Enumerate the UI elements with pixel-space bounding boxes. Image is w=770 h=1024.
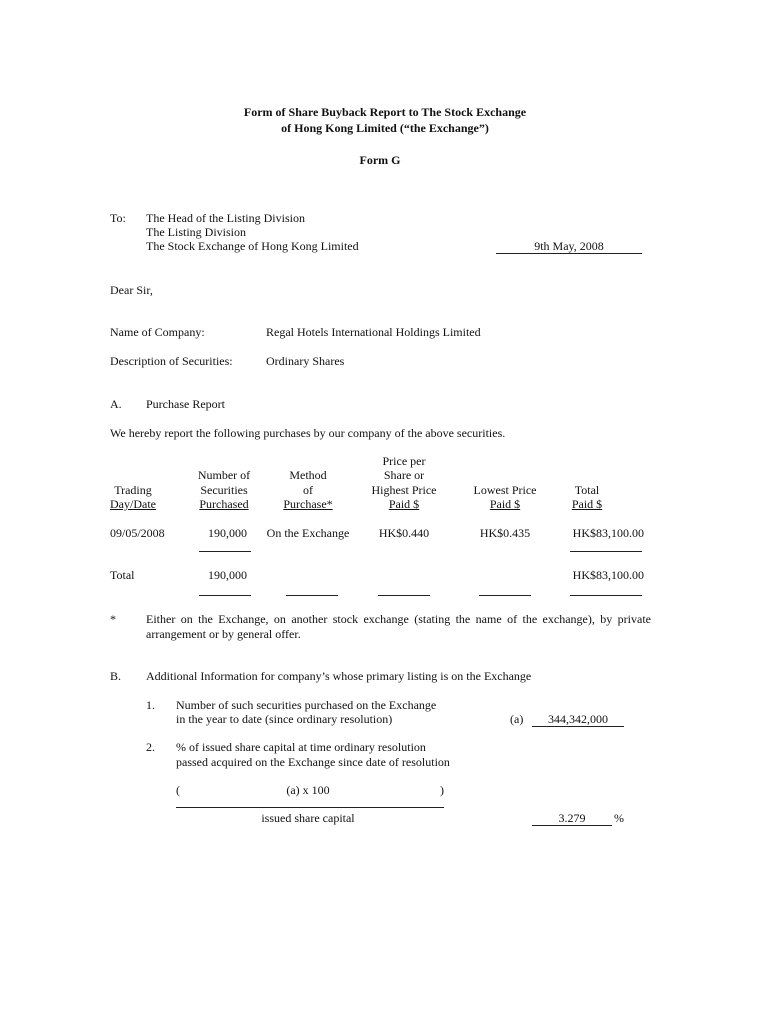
item1-line1: Number of such securities purchased on the Exchange [176,698,437,712]
subtotal-rule-total [570,551,642,552]
header-highest-line4: Paid $ [388,497,420,511]
row-lowest-price: HK$0.435 [479,526,531,540]
header-total-line2: Paid $ [571,497,603,511]
company-name-value: Regal Hotels International Holdings Limited [266,325,481,339]
header-number-line2: Securities [200,483,248,497]
section-a-letter: A. [110,397,122,411]
header-number-line3: Purchased [199,497,249,511]
salutation: Dear Sir, [110,283,153,297]
header-total-line1: Total [574,483,600,497]
form-title-line2: of Hong Kong Limited (“the Exchange”) [281,121,489,135]
total-rule-method [286,595,338,596]
row-total-paid: HK$83,100.00 [572,526,644,540]
total-rule-lowest [479,595,531,596]
header-trading-line2: Day/Date [110,497,156,511]
total-row-securities: 190,000 [208,568,247,582]
formula-fraction-bar [176,807,444,808]
header-highest-line1: Price per [382,454,426,468]
item1-number: 1. [146,698,155,712]
item1-value: 344,342,000 [532,712,624,727]
row-securities-purchased: 190,000 [208,526,247,540]
section-a-intro: We hereby report the following purchases by our company of the above securities. [110,426,506,440]
item1-ref: (a) [510,712,524,726]
row-highest-price: HK$0.440 [378,526,430,540]
header-method-line2: of [303,483,313,497]
to-label: To: [110,211,126,225]
header-method-line1: Method [289,468,327,482]
footnote-text: Either on the Exchange, on another stock exchange (stating the name of the exchange), by private arrangement or by general offer. [146,612,651,641]
report-date: 9th May, 2008 [496,239,642,254]
formula-close-paren: ) [440,783,444,797]
item2-percent-sign: % [614,811,624,825]
address-line1: The Head of the Listing Division [146,211,305,225]
header-lowest-line1: Lowest Price [473,483,537,497]
securities-description-value: Ordinary Shares [266,354,345,368]
section-b-title: Additional Information for company’s whose primary listing is on the Exchange [146,669,532,683]
item2-number: 2. [146,740,155,754]
address-line3: The Stock Exchange of Hong Kong Limited [146,239,359,253]
item1-line2: in the year to date (since ordinary resolution) [176,712,393,726]
subtotal-rule-securities [199,551,251,552]
address-line2: The Listing Division [146,225,246,239]
header-method-line3: Purchase* [283,497,333,511]
row-purchase-method: On the Exchange [266,526,350,540]
total-rule-paid [570,595,642,596]
header-lowest-line2: Paid $ [489,497,521,511]
header-highest-line3: Highest Price [371,483,437,497]
row-trading-date: 09/05/2008 [110,526,165,540]
footnote-mark: * [110,612,116,626]
total-row-label: Total [110,568,135,582]
section-b-letter: B. [110,669,122,683]
header-number-line1: Number of [197,468,251,482]
company-name-label: Name of Company: [110,325,205,339]
securities-description-label: Description of Securities: [110,354,233,368]
formula-denominator: issued share capital [261,811,355,825]
item2-line1: % of issued share capital at time ordinary resolution [176,740,426,754]
formula-open-paren: ( [176,783,180,797]
form-name: Form G [359,153,401,167]
item2-line2: passed acquired on the Exchange since date of resolution [176,755,450,769]
total-rule-securities [199,595,251,596]
header-highest-line2: Share or [383,468,425,482]
item2-percentage-value: 3.279 [532,811,612,826]
total-rule-highest [378,595,430,596]
formula-numerator: (a) x 100 [286,783,330,797]
form-title-line1: Form of Share Buyback Report to The Stock Exchange [243,105,527,119]
section-a-title: Purchase Report [146,397,225,411]
total-row-paid: HK$83,100.00 [572,568,644,582]
header-trading-line1: Trading [114,483,152,497]
